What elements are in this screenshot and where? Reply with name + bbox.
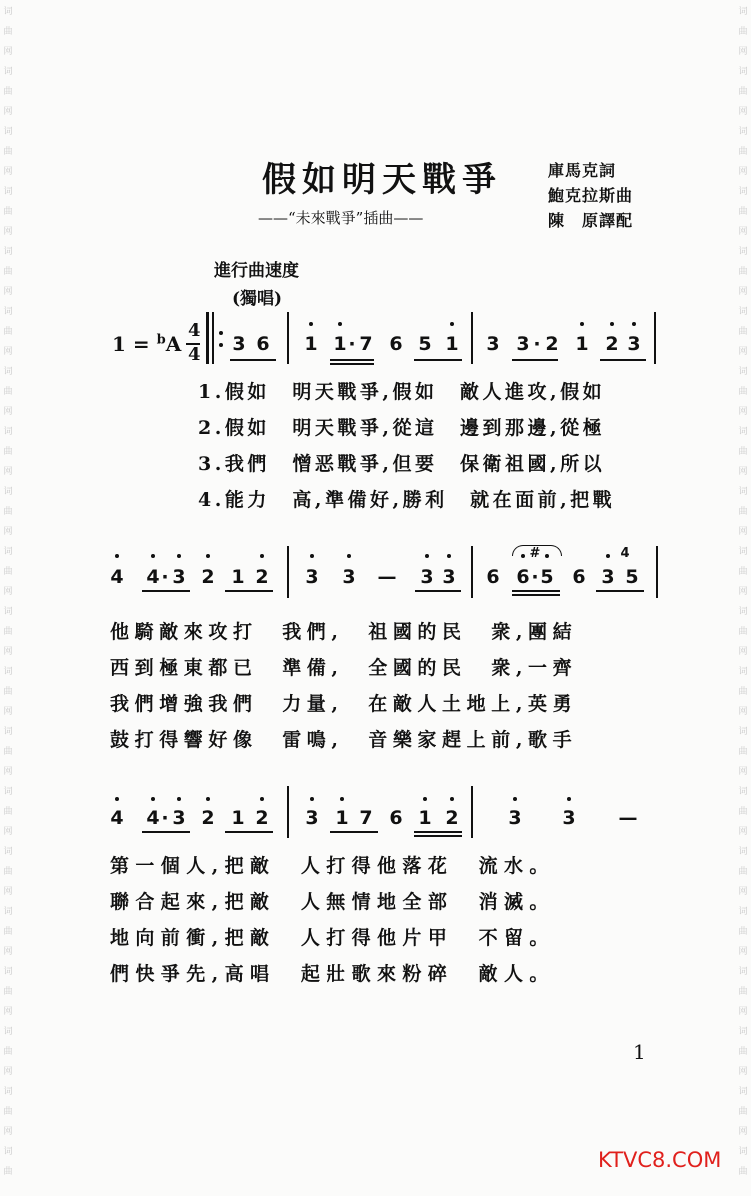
- watermark-char: 词: [738, 1087, 748, 1097]
- watermark-char: 曲: [3, 507, 13, 517]
- watermark-char: 网: [3, 827, 13, 837]
- watermark-char: 网: [738, 1127, 748, 1137]
- watermark-char: 网: [3, 1127, 13, 1137]
- note: 6: [389, 333, 403, 355]
- octave-dot: [340, 797, 344, 801]
- watermark-char: 曲: [738, 1107, 748, 1117]
- note: 1: [445, 333, 459, 355]
- lyric-line: 我們增強我們 力量, 在敵人土地上,英勇: [110, 693, 578, 715]
- watermark-char: 网: [738, 1067, 748, 1077]
- time-signature-top: 4: [188, 320, 201, 341]
- watermark-char: 网: [3, 707, 13, 717]
- watermark-char: 网: [738, 887, 748, 897]
- beam-underline: [142, 831, 190, 833]
- watermark-char: 词: [738, 967, 748, 977]
- watermark-char: 曲: [738, 27, 748, 37]
- watermark-char: 词: [3, 247, 13, 257]
- watermark-logo: KTVC8.COM: [598, 1148, 722, 1172]
- repeat-dot: [219, 331, 223, 335]
- beam-underline: [142, 590, 190, 592]
- beam-underline: [414, 835, 462, 837]
- watermark-char: 网: [738, 707, 748, 717]
- note: ·: [161, 566, 169, 588]
- note: 1: [231, 566, 245, 588]
- watermark-char: 曲: [738, 447, 748, 457]
- note: 1: [304, 333, 318, 355]
- beam-underline: [230, 359, 276, 361]
- note: ·: [533, 333, 541, 355]
- octave-dot: [425, 554, 429, 558]
- watermark-char: 词: [738, 1027, 748, 1037]
- watermark-char: 词: [3, 7, 13, 17]
- watermark-char: 词: [3, 127, 13, 137]
- barline: [471, 546, 473, 598]
- watermark-char: 网: [738, 347, 748, 357]
- watermark-char: 曲: [3, 387, 13, 397]
- watermark-char: 词: [3, 307, 13, 317]
- watermark-char: 网: [738, 1007, 748, 1017]
- watermark-char: 词: [3, 427, 13, 437]
- note: 7: [359, 807, 373, 829]
- octave-dot: [338, 322, 342, 326]
- watermark-char: 曲: [3, 867, 13, 877]
- barline: [287, 786, 289, 838]
- song-title: 假如明天戰爭: [262, 160, 502, 200]
- note: 3: [172, 566, 186, 588]
- watermark-char: 网: [3, 1067, 13, 1077]
- octave-dot: [115, 797, 119, 801]
- octave-dot: [310, 554, 314, 558]
- watermark-char: 词: [738, 1147, 748, 1157]
- note: 2: [445, 807, 459, 829]
- watermark-char: 网: [738, 587, 748, 597]
- watermark-char: 词: [3, 1147, 13, 1157]
- watermark-char: 曲: [3, 807, 13, 817]
- beam-underline: [330, 831, 378, 833]
- watermark-char: 词: [738, 727, 748, 737]
- slur: [512, 545, 562, 556]
- lyric-line: 3.我們 憎恶戰爭,但要 保衛祖國,所以: [198, 453, 606, 475]
- watermark-char: 词: [738, 127, 748, 137]
- lyric-line: 聯合起來,把敵 人無情地全部 消滅。: [110, 891, 555, 913]
- lyric-line: 們快爭先,高唱 起壯歌來粉碎 敵人。: [110, 963, 555, 985]
- watermark-char: 曲: [738, 87, 748, 97]
- repeat-dot: [219, 343, 223, 347]
- barline: [471, 312, 473, 364]
- note: 2: [201, 566, 215, 588]
- octave-dot: [513, 797, 517, 801]
- octave-dot: [177, 554, 181, 558]
- credit-composer: 鮑克拉斯曲: [548, 186, 634, 205]
- note: 3: [562, 807, 576, 829]
- watermark-char: 曲: [3, 147, 13, 157]
- credit-translator: 陳 原譯配: [548, 211, 634, 230]
- octave-dot: [260, 797, 264, 801]
- octave-dot: [450, 322, 454, 326]
- watermark-char: 曲: [3, 207, 13, 217]
- watermark-char: 网: [738, 947, 748, 957]
- watermark-char: 网: [3, 527, 13, 537]
- octave-dot: [610, 322, 614, 326]
- note: 3: [232, 333, 246, 355]
- watermark-char: 网: [3, 767, 13, 777]
- time-signature-bottom: 4: [188, 344, 201, 365]
- key-signature: 1 = $^b$A: [112, 332, 182, 356]
- note: ·: [161, 807, 169, 829]
- note: 3: [627, 333, 641, 355]
- watermark-strip-left: [0, 0, 16, 1196]
- beam-underline: [512, 594, 560, 596]
- lyric-line: 鼓打得響好像 雷鳴, 音樂家趕上前,歌手: [110, 729, 578, 751]
- watermark-strip-right: [735, 0, 751, 1196]
- watermark-char: 曲: [3, 1167, 13, 1177]
- watermark-char: 网: [738, 47, 748, 57]
- note: 6: [256, 333, 270, 355]
- repeat-barline: [212, 312, 214, 364]
- watermark-char: 词: [738, 7, 748, 17]
- octave-dot: [151, 554, 155, 558]
- watermark-char: 曲: [738, 387, 748, 397]
- beam-underline: [512, 590, 560, 592]
- beam-underline: [330, 359, 374, 361]
- note: 3: [305, 566, 319, 588]
- watermark-char: 词: [3, 187, 13, 197]
- lyric-line: 第一個人,把敵 人打得他落花 流水。: [110, 855, 555, 877]
- note: 1: [575, 333, 589, 355]
- watermark-char: 曲: [738, 1167, 748, 1177]
- watermark-char: 词: [738, 787, 748, 797]
- note: 6: [572, 566, 586, 588]
- watermark-char: 网: [3, 647, 13, 657]
- watermark-char: 曲: [3, 747, 13, 757]
- watermark-char: 词: [3, 67, 13, 77]
- watermark-char: 词: [3, 1027, 13, 1037]
- watermark-char: 曲: [3, 447, 13, 457]
- watermark-char: 词: [3, 1087, 13, 1097]
- watermark-char: 网: [738, 287, 748, 297]
- note: 3: [342, 566, 356, 588]
- octave-dot: [260, 554, 264, 558]
- watermark-char: 词: [738, 487, 748, 497]
- note: 1: [418, 807, 432, 829]
- note: 4: [146, 807, 160, 829]
- octave-dot: [309, 322, 313, 326]
- octave-dot: [632, 322, 636, 326]
- watermark-char: 网: [738, 167, 748, 177]
- octave-dot: [177, 797, 181, 801]
- watermark-char: 词: [738, 607, 748, 617]
- watermark-char: 词: [3, 367, 13, 377]
- barline: [656, 546, 658, 598]
- octave-dot: [447, 554, 451, 558]
- octave-dot: [567, 797, 571, 801]
- watermark-char: 曲: [738, 747, 748, 757]
- lyric-line: 2.假如 明天戰爭,從這 邊到那邊,從極: [198, 417, 606, 439]
- time-signature-line: [186, 343, 200, 345]
- note: 2: [605, 333, 619, 355]
- watermark-char: 网: [3, 587, 13, 597]
- tempo-marking: 進行曲速度: [214, 261, 299, 281]
- watermark-char: 网: [3, 407, 13, 417]
- watermark-char: 曲: [3, 567, 13, 577]
- watermark-char: 网: [3, 347, 13, 357]
- watermark-char: 曲: [738, 687, 748, 697]
- note: 1: [335, 807, 349, 829]
- watermark-char: 曲: [738, 987, 748, 997]
- note: 3: [420, 566, 434, 588]
- beam-underline: [330, 363, 374, 365]
- note: 1: [333, 333, 347, 355]
- note: ·: [348, 333, 356, 355]
- beam-underline: [596, 590, 644, 592]
- watermark-char: 网: [738, 467, 748, 477]
- watermark-char: 曲: [738, 927, 748, 937]
- watermark-char: 曲: [738, 147, 748, 157]
- lyric-line: 4.能力 高,準備好,勝利 就在面前,把戰: [198, 489, 616, 511]
- accidental-natural: 4: [620, 546, 630, 561]
- lyric-line: 他騎敵來攻打 我們, 祖國的民 衆,團結: [110, 621, 578, 643]
- watermark-char: 曲: [738, 267, 748, 277]
- watermark-char: 词: [738, 847, 748, 857]
- watermark-char: 曲: [3, 327, 13, 337]
- octave-dot: [310, 797, 314, 801]
- watermark-char: 网: [738, 227, 748, 237]
- note: 3: [508, 807, 522, 829]
- watermark-char: 词: [738, 187, 748, 197]
- note: ·: [531, 566, 539, 588]
- watermark-char: 词: [3, 787, 13, 797]
- credit-lyricist: 庫馬克詞: [548, 161, 617, 180]
- watermark-char: 曲: [3, 87, 13, 97]
- watermark-char: 曲: [3, 27, 13, 37]
- note: 5: [625, 566, 639, 588]
- watermark-char: 词: [3, 847, 13, 857]
- beam-underline: [415, 590, 461, 592]
- barline: [654, 312, 656, 364]
- watermark-char: 词: [3, 487, 13, 497]
- watermark-char: 词: [3, 607, 13, 617]
- octave-dot: [347, 554, 351, 558]
- note: 3: [442, 566, 456, 588]
- watermark-char: 曲: [3, 927, 13, 937]
- octave-dot: [450, 797, 454, 801]
- octave-dot: [206, 797, 210, 801]
- note: 5: [418, 333, 432, 355]
- beam-underline: [414, 831, 462, 833]
- watermark-char: 网: [738, 647, 748, 657]
- watermark-char: 网: [3, 167, 13, 177]
- beam-underline: [512, 359, 558, 361]
- repeat-barline: [206, 312, 209, 364]
- watermark-char: 词: [738, 247, 748, 257]
- note: 1: [231, 807, 245, 829]
- watermark-char: 词: [738, 427, 748, 437]
- beam-underline: [225, 590, 273, 592]
- watermark-char: 词: [738, 67, 748, 77]
- watermark-char: 网: [738, 527, 748, 537]
- note: 7: [359, 333, 373, 355]
- octave-dot: [151, 797, 155, 801]
- watermark-char: 词: [738, 547, 748, 557]
- watermark-char: 曲: [738, 627, 748, 637]
- watermark-char: 网: [738, 107, 748, 117]
- watermark-char: 词: [3, 547, 13, 557]
- octave-dot: [423, 797, 427, 801]
- watermark-char: 曲: [738, 207, 748, 217]
- watermark-char: 曲: [3, 1047, 13, 1057]
- octave-dot: [206, 554, 210, 558]
- watermark-char: 曲: [738, 507, 748, 517]
- barline: [471, 786, 473, 838]
- octave-dot: [580, 322, 584, 326]
- note: 4: [146, 566, 160, 588]
- beam-underline: [600, 359, 646, 361]
- watermark-char: 曲: [738, 567, 748, 577]
- note: —: [618, 807, 638, 829]
- watermark-char: 网: [3, 947, 13, 957]
- note: 4: [110, 807, 124, 829]
- lyric-line: 地向前衝,把敵 人打得他片甲 不留。: [110, 927, 555, 949]
- watermark-char: 曲: [3, 1107, 13, 1117]
- watermark-char: 词: [738, 307, 748, 317]
- note: 2: [545, 333, 559, 355]
- page-number: 1: [633, 1040, 646, 1064]
- watermark-char: 曲: [3, 987, 13, 997]
- watermark-char: 网: [738, 407, 748, 417]
- note: 5: [540, 566, 554, 588]
- lyric-line: 1.假如 明天戰爭,假如 敵人進攻,假如: [198, 381, 606, 403]
- beam-underline: [414, 359, 462, 361]
- performance-marking: (獨唱): [232, 289, 283, 309]
- watermark-char: 网: [3, 467, 13, 477]
- song-subtitle: ——“未來戰爭”插曲——: [258, 209, 424, 227]
- watermark-char: 词: [738, 907, 748, 917]
- note: 6: [516, 566, 530, 588]
- watermark-char: 网: [3, 47, 13, 57]
- note: 3: [601, 566, 615, 588]
- note: 3: [486, 333, 500, 355]
- watermark-char: 曲: [738, 327, 748, 337]
- watermark-char: 词: [3, 907, 13, 917]
- note: —: [377, 566, 397, 588]
- note: 2: [201, 807, 215, 829]
- watermark-char: 曲: [3, 627, 13, 637]
- barline: [287, 546, 289, 598]
- watermark-char: 网: [3, 887, 13, 897]
- octave-dot: [606, 554, 610, 558]
- note: 6: [486, 566, 500, 588]
- watermark-char: 网: [3, 107, 13, 117]
- note: 3: [172, 807, 186, 829]
- accidental-sharp: #: [529, 546, 541, 561]
- watermark-char: 网: [3, 1007, 13, 1017]
- watermark-char: 词: [738, 367, 748, 377]
- watermark-char: 网: [738, 767, 748, 777]
- watermark-char: 网: [3, 287, 13, 297]
- watermark-char: 网: [738, 827, 748, 837]
- watermark-char: 曲: [3, 267, 13, 277]
- watermark-char: 曲: [3, 687, 13, 697]
- watermark-char: 曲: [738, 1047, 748, 1057]
- watermark-char: 词: [3, 967, 13, 977]
- watermark-char: 词: [3, 727, 13, 737]
- watermark-char: 词: [738, 667, 748, 677]
- watermark-char: 网: [3, 227, 13, 237]
- lyric-line: 西到極東都已 準備, 全國的民 衆,一齊: [110, 657, 578, 679]
- note: 2: [255, 807, 269, 829]
- note: 6: [389, 807, 403, 829]
- barline: [287, 312, 289, 364]
- watermark-char: 词: [3, 667, 13, 677]
- note: 4: [110, 566, 124, 588]
- note: 3: [305, 807, 319, 829]
- watermark-char: 曲: [738, 867, 748, 877]
- note: 2: [255, 566, 269, 588]
- beam-underline: [225, 831, 273, 833]
- watermark-char: 曲: [738, 807, 748, 817]
- note: 3: [516, 333, 530, 355]
- octave-dot: [115, 554, 119, 558]
